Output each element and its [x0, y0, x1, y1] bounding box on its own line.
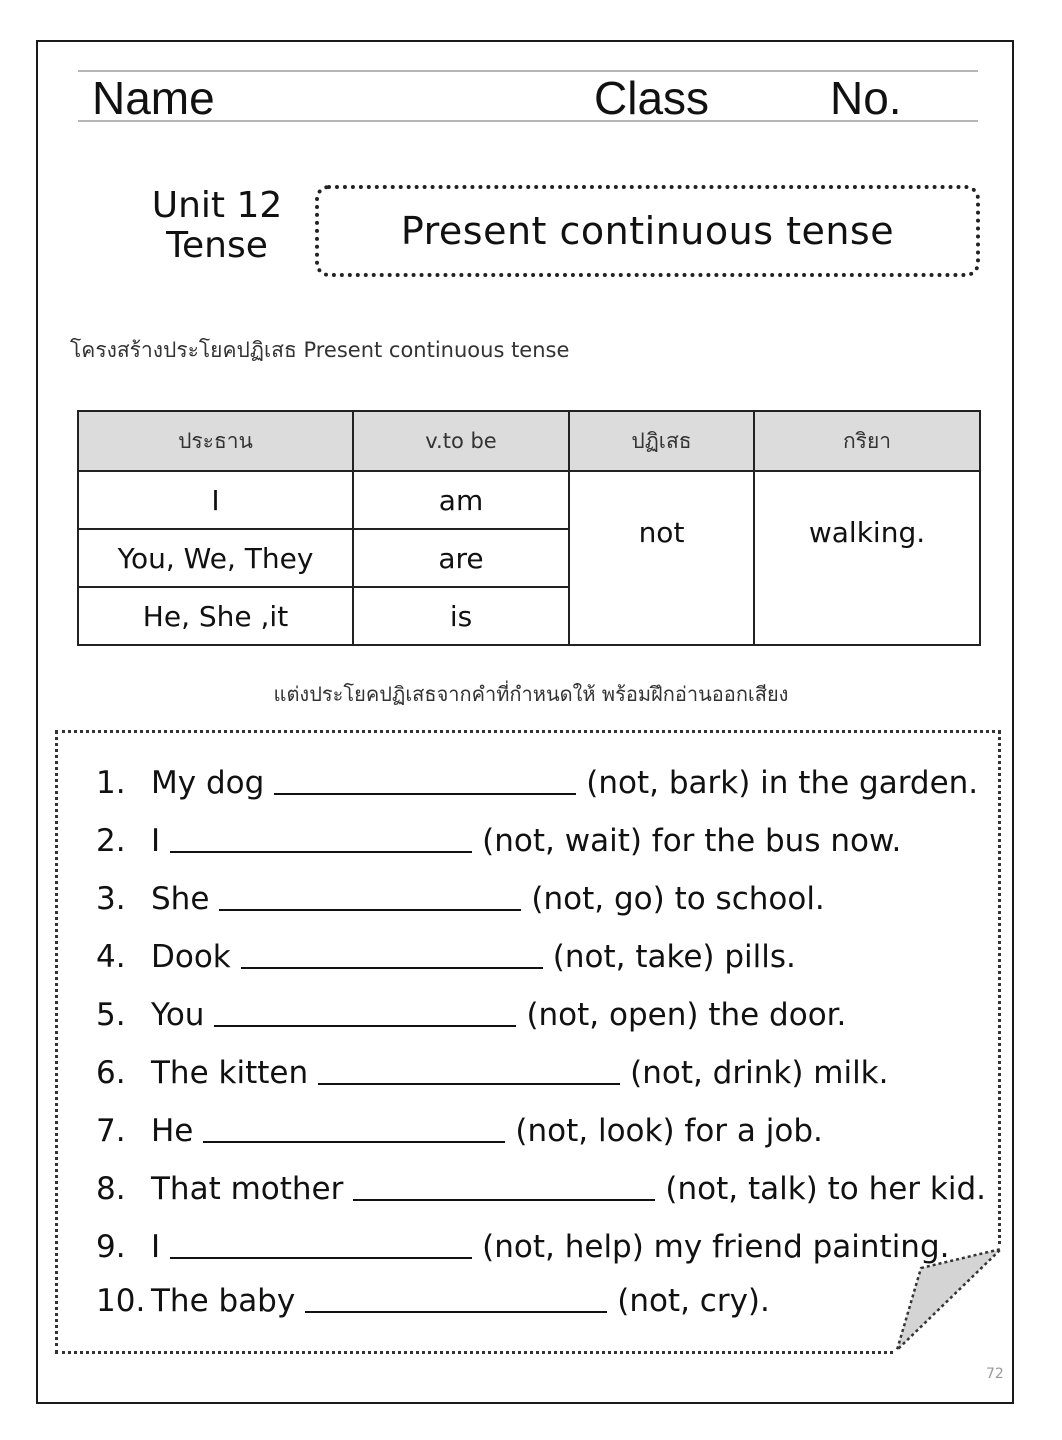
item-cue: (not, wait) for the bus now.: [482, 823, 902, 859]
unit-number: Unit 12: [151, 185, 283, 226]
item-cue: (not, help) my friend painting.: [482, 1229, 950, 1265]
answer-blank[interactable]: [170, 1257, 472, 1259]
class-label: Class: [594, 72, 710, 124]
lesson-title-box: [315, 185, 980, 277]
page-number: 72: [986, 1366, 1004, 1382]
negation-cell: not: [569, 471, 754, 645]
item-subject: I: [151, 1229, 161, 1265]
list-item: [96, 1220, 950, 1274]
list-item: [96, 872, 825, 926]
answer-blank[interactable]: [170, 851, 472, 853]
item-cue: (not, go) to school.: [531, 881, 825, 917]
name-label: Name: [92, 72, 215, 124]
answer-blank[interactable]: [203, 1141, 505, 1143]
item-subject: The baby: [151, 1283, 296, 1319]
item-subject: I: [151, 823, 161, 859]
item-number: 6.: [96, 1055, 126, 1091]
answer-blank[interactable]: [274, 793, 576, 795]
header-verb: กริยา: [754, 411, 980, 471]
item-subject: That mother: [151, 1171, 344, 1207]
be-cell: is: [353, 587, 569, 645]
list-item: [96, 988, 846, 1042]
item-subject: You: [151, 997, 205, 1033]
item-cue: (not, take) pills.: [552, 939, 796, 975]
be-cell: are: [353, 529, 569, 587]
item-subject: He: [151, 1113, 194, 1149]
item-number: 5.: [96, 997, 126, 1033]
lesson-title: Present continuous tense: [400, 209, 895, 253]
subject-cell: I: [78, 471, 353, 529]
item-number: 8.: [96, 1171, 126, 1207]
list-item: [96, 756, 978, 810]
item-number: 1.: [96, 765, 126, 801]
subject-cell: You, We, They: [78, 529, 353, 587]
number-label: No.: [830, 72, 902, 124]
list-item: [96, 1162, 986, 1216]
verb-cell: walking.: [754, 471, 980, 645]
item-subject: Dook: [151, 939, 231, 975]
item-number: 2.: [96, 823, 126, 859]
item-number: 3.: [96, 881, 126, 917]
structure-caption: โครงสร้างประโยคปฏิเสธ Present continuous tense: [70, 338, 570, 362]
item-number: 4.: [96, 939, 126, 975]
item-subject: My dog: [151, 765, 265, 801]
item-number: 7.: [96, 1113, 126, 1149]
item-cue: (not, cry).: [617, 1283, 770, 1319]
header-verb-to-be: v.to be: [353, 411, 569, 471]
subject-cell: He, She ,it: [78, 587, 353, 645]
table-row: [78, 471, 980, 529]
item-cue: (not, talk) to her kid.: [665, 1171, 987, 1207]
answer-blank[interactable]: [219, 909, 521, 911]
list-item: [96, 930, 796, 984]
item-subject: She: [151, 881, 210, 917]
list-item: [96, 1046, 889, 1100]
answer-blank[interactable]: [214, 1025, 516, 1027]
item-number: 9.: [96, 1229, 126, 1265]
list-item: [96, 1104, 823, 1158]
item-subject: The kitten: [151, 1055, 309, 1091]
answer-blank[interactable]: [241, 967, 543, 969]
item-cue: (not, bark) in the garden.: [586, 765, 979, 801]
item-cue: (not, look) for a job.: [515, 1113, 823, 1149]
item-cue: (not, open) the door.: [526, 997, 847, 1033]
exercise-instruction: แต่งประโยคปฏิเสธจากคำที่กำหนดให้ พร้อมฝึกอ่านออกเสียง: [273, 682, 789, 706]
answer-blank[interactable]: [305, 1311, 607, 1313]
list-item: [96, 814, 901, 868]
unit-topic: Tense: [166, 225, 268, 266]
answer-blank[interactable]: [353, 1199, 655, 1201]
table-header-row: [78, 411, 980, 471]
item-number: 10.: [96, 1283, 146, 1319]
item-cue: (not, drink) milk.: [630, 1055, 889, 1091]
unit-heading: [150, 186, 284, 266]
list-item: [96, 1274, 770, 1328]
header-subject: ประธาน: [78, 411, 353, 471]
answer-blank[interactable]: [318, 1083, 620, 1085]
header-negation: ปฏิเสธ: [569, 411, 754, 471]
be-cell: am: [353, 471, 569, 529]
structure-table: [77, 410, 981, 646]
